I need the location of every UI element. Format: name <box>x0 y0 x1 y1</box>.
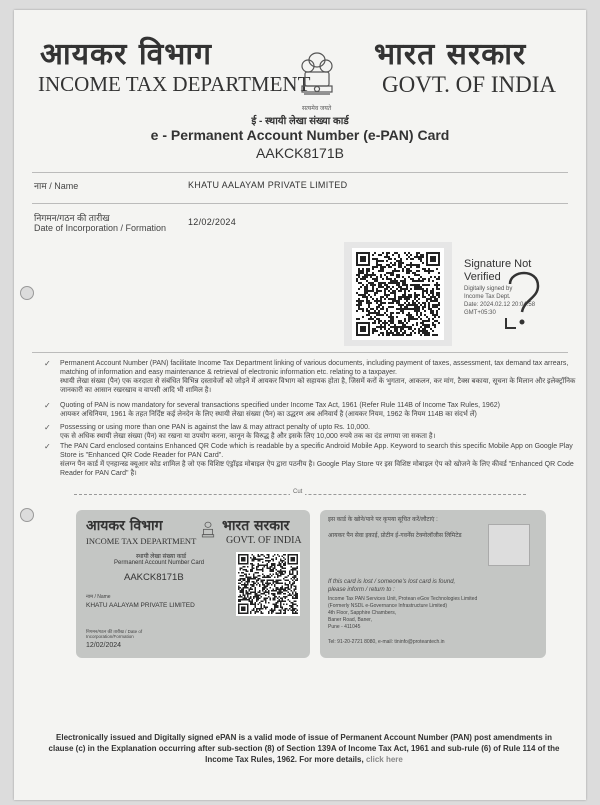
back-hindi-address: आयकर पैन सेवा इकाई, प्रोटीन ई-गवर्नेंस टेक्नोलॉजीस लिमिटेड <box>328 533 462 539</box>
back-hindi-lost: इस कार्ड के खोने/पाने पर कृपया सूचित करें/लौटाएं : <box>328 517 438 523</box>
doi-label-hindi: निगमन/गठन की तारीख <box>34 213 110 223</box>
signer: Income Tax Dept. <box>464 294 511 300</box>
footer-text: Electronically issued and Digitally signed ePAN is a valid mode of issue of Permanent Account Number (PAN) post amendments in clause (c) in the Explanation occurring after sub-section (8) of Section 139A of Income Tax Act, 1961 and sub-rule (6) of Rule 114 of the Income Tax Rules, 1962. For more details, <box>48 733 560 764</box>
back-address-4: Baner Road, Baner, <box>328 617 372 623</box>
note-3 <box>60 423 576 441</box>
hindi-government-heading: भारत सरकार <box>374 37 527 72</box>
mini-qr-code <box>236 552 300 616</box>
divider <box>32 203 568 204</box>
mini-hindi-govt: भारत सरकार <box>222 518 290 534</box>
check-icon: ✓ <box>44 423 51 432</box>
check-icon: ✓ <box>44 401 51 410</box>
mini-name-value: KHATU AALAYAM PRIVATE LIMITED <box>86 602 195 609</box>
signature-line-2: Verified <box>464 271 501 283</box>
mini-doi-value: 12/02/2024 <box>86 642 122 649</box>
note-3-english: Possessing or using more than one PAN is against the law & may attract penalty of upto Rs. 10,000. <box>60 424 370 431</box>
emblem-motto: सत्यमेव जयते <box>302 106 332 112</box>
mini-govt-name: GOVT. OF INDIA <box>226 535 302 546</box>
pan-number: AAKCK8171B <box>256 145 344 161</box>
back-address-2: (Formerly NSDL e-Governance Infrastructure Limited) <box>328 603 448 609</box>
divider <box>32 172 568 173</box>
back-address-1: Income Tax PAN Services Unit, Protean eGov Technologies Limited <box>328 596 478 602</box>
check-icon: ✓ <box>44 359 51 368</box>
signature-question-mark-icon <box>500 266 544 336</box>
note-4-english: The PAN Card enclosed contains Enhanced QR Code which is readable by a specific Android Mobile App. Keyword to search this specific Mobile App on Google Play Store is "Enhanced QR Code Reader for PAN Card". <box>60 443 573 459</box>
signed-by: Digitally signed by <box>464 286 513 292</box>
mini-hindi-dept: आयकर विभाग <box>86 518 163 534</box>
back-contact: Tel: 91-20-2721 8080, e-mail: tininfo@proteantech.in <box>328 639 445 645</box>
mini-qr-code-icon <box>236 552 300 616</box>
qr-code-frame <box>344 242 452 346</box>
back-lost-line-1: If this card is lost / someone's lost card is found, <box>328 579 456 585</box>
doi-value: 12/02/2024 <box>188 217 237 227</box>
national-emblem-icon <box>296 50 338 108</box>
divider <box>32 352 568 353</box>
note-2-hindi: आयकर अधिनियम, 1961 के तहत निर्दिष्ट कई लेनदेन के लिए स्थायी लेखा संख्या (पैन) का उद्धरण अब अनिवार्य है (आयकर नियम, 1962 के नियम 114B का संदर्भ लें) <box>60 411 477 418</box>
doi-label: Date of Incorporation / Formation <box>34 223 167 233</box>
back-address <box>328 596 538 631</box>
note-4 <box>60 442 576 478</box>
mini-name-label: नाम / Name <box>86 594 111 600</box>
department-heading: INCOME TAX DEPARTMENT <box>38 72 311 96</box>
note-1 <box>60 359 576 395</box>
mini-hindi-title: स्थायी लेखा संख्या कार्ड <box>136 554 187 560</box>
note-2 <box>60 401 576 419</box>
back-photo-box <box>488 524 530 566</box>
back-address-5: Pune - 411045 <box>328 624 361 630</box>
note-4-hindi: संलग्न पैन कार्ड में एनहान्स्ड क्यूआर कोड शामिल है जो एक विशिष्ट एंड्रॉइड मोबाइल ऐप द्वारा पठनीय है। Google Play Store पर इस विशिष्ट मोबाइल ऐप को खोजने के लिए कीवर्ड "Enhanced QR Code Reader for PAN Card" है। <box>60 461 574 477</box>
note-1-english: Permanent Account Number (PAN) facilitate Income Tax Department linking of various documents, including payment of taxes, assessment, tax demand tax arrears, matching of information and easy maintenance & retrieval of electronic information etc. relating to a taxpayer. <box>60 360 569 376</box>
back-address-3: 4th Floor, Sapphire Chambers, <box>328 610 397 616</box>
sign-date: Date: 2024.02.12 20:04:58 <box>464 302 536 308</box>
mini-doi-label: निगमन/गठन की तारीख / Date of Incorporation/Formation <box>86 629 143 639</box>
cut-label: Cut <box>290 489 305 495</box>
note-1-hindi: स्थायी लेखा संख्या (पैन) एक करदाता से संबंधित विभिन्न दस्तावेजों को जोड़ने में आयकर विभाग को सहायक होता है, जिसमें करों के भुगतान, आकलन, कर मांग, टैक्स बकाया, सूचना के मिलान और इलेक्ट्रॉनिक जानकारी का आसान रखरखाव व वापसी आदि भी शामिल है। <box>60 378 576 394</box>
qr-code-icon <box>344 242 452 346</box>
pan-card-back <box>320 510 546 658</box>
footer-note <box>44 732 564 765</box>
punch-hole <box>20 508 34 522</box>
mini-title: Permanent Account Number Card <box>114 560 205 566</box>
mini-pan-number: AAKCK8171B <box>124 572 184 583</box>
signature-line-1: Signature Not <box>464 258 532 270</box>
mini-emblem-icon <box>200 520 216 544</box>
card-title: e - Permanent Account Number (e-PAN) Card <box>150 127 450 143</box>
card-hindi-title: ई - स्थायी लेखा संख्या कार्ड <box>251 116 349 127</box>
note-2-english: Quoting of PAN is now mandatory for several transactions specified under Income Tax Act, 1961 (Refer Rule 114B of Income Tax Rules, 1962) <box>60 402 500 409</box>
back-lost-line-2: please inform / return to : <box>328 587 395 593</box>
pan-card-front <box>76 510 310 658</box>
sign-timezone: GMT+05:30 <box>464 310 496 316</box>
note-3-hindi: एक से अधिक स्थायी लेखा संख्या (पैन) का रखना या उपयोग करना, कानून के विरुद्ध है और इसके लिए 10,000 रुपये तक का दंड लगाया जा सकता है। <box>60 433 436 440</box>
mini-dept-name: INCOME TAX DEPARTMENT <box>86 536 197 546</box>
punch-hole <box>20 286 34 300</box>
name-value: KHATU AALAYAM PRIVATE LIMITED <box>188 180 348 190</box>
epan-document <box>14 10 586 800</box>
hindi-department-heading: आयकर विभाग <box>40 37 213 72</box>
government-heading: GOVT. OF INDIA <box>382 72 556 97</box>
check-icon: ✓ <box>44 442 51 451</box>
name-label: नाम / Name <box>34 181 79 191</box>
click-here-link[interactable]: click here <box>365 755 403 764</box>
